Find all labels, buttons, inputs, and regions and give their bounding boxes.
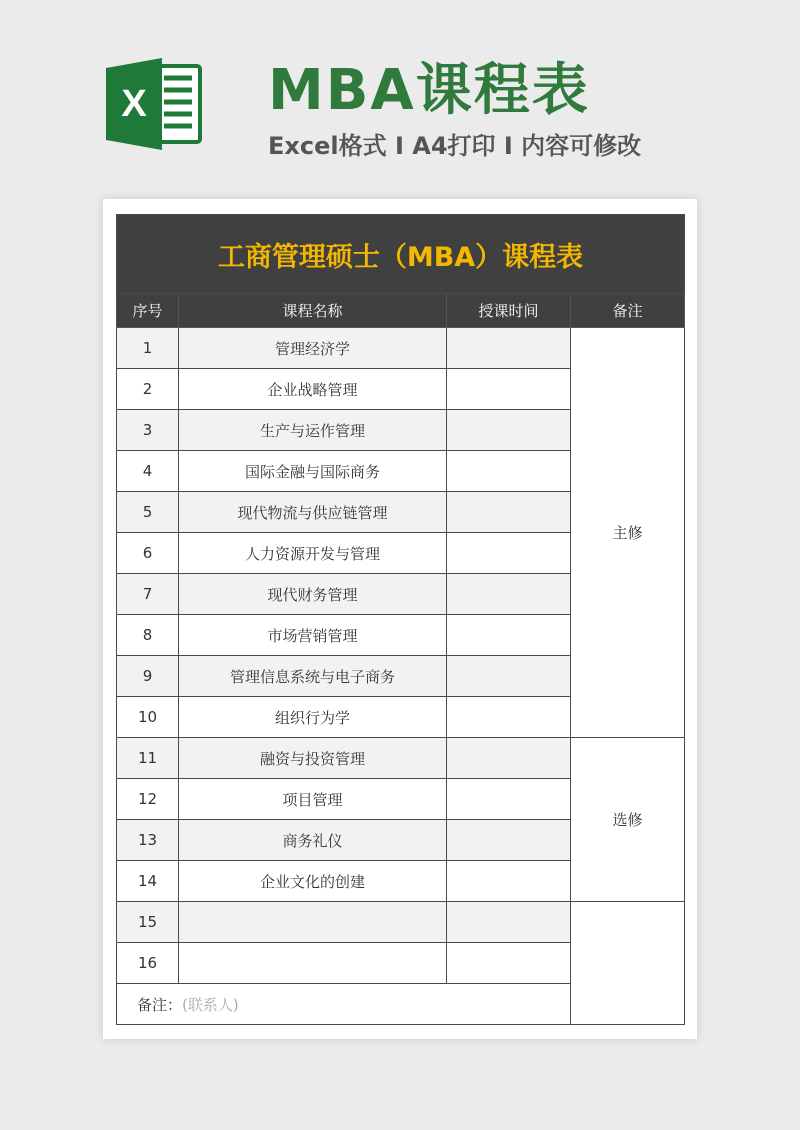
cell-time[interactable] [447, 697, 571, 738]
column-header-row [117, 294, 685, 328]
cell-time[interactable] [447, 451, 571, 492]
page-header [0, 0, 800, 200]
table-row [117, 902, 685, 943]
cell-no[interactable]: 1 [117, 328, 179, 369]
cell-time[interactable] [447, 615, 571, 656]
cell-no[interactable]: 12 [117, 779, 179, 820]
cell-time[interactable] [447, 738, 571, 779]
cell-remark-elective[interactable]: 选修 [571, 738, 685, 902]
cell-course[interactable]: 管理经济学 [179, 328, 447, 369]
cell-time[interactable] [447, 328, 571, 369]
course-table [116, 214, 685, 1025]
cell-course[interactable]: 组织行为学 [179, 697, 447, 738]
cell-time[interactable] [447, 410, 571, 451]
cell-course[interactable]: 生产与运作管理 [179, 410, 447, 451]
cell-course[interactable]: 管理信息系统与电子商务 [179, 656, 447, 697]
cell-time[interactable] [447, 779, 571, 820]
cell-time[interactable] [447, 369, 571, 410]
cell-time[interactable] [447, 492, 571, 533]
cell-course[interactable]: 人力资源开发与管理 [179, 533, 447, 574]
cell-course[interactable]: 企业文化的创建 [179, 861, 447, 902]
cell-time[interactable] [447, 861, 571, 902]
table-row [117, 328, 685, 369]
cell-no[interactable]: 16 [117, 943, 179, 984]
cell-course[interactable] [179, 902, 447, 943]
cell-no[interactable]: 8 [117, 615, 179, 656]
cell-no[interactable]: 13 [117, 820, 179, 861]
cell-no[interactable]: 2 [117, 369, 179, 410]
cell-no[interactable]: 15 [117, 902, 179, 943]
cell-time[interactable] [447, 533, 571, 574]
cell-course[interactable]: 商务礼仪 [179, 820, 447, 861]
cell-no[interactable]: 11 [117, 738, 179, 779]
cell-no[interactable]: 5 [117, 492, 179, 533]
cell-remark-required[interactable]: 主修 [571, 328, 685, 738]
footer-note-label: 备注： [137, 995, 183, 1014]
cell-time[interactable] [447, 820, 571, 861]
cell-course[interactable]: 企业战略管理 [179, 369, 447, 410]
cell-course[interactable]: 现代物流与供应链管理 [179, 492, 447, 533]
column-header-remark: 备注 [571, 294, 685, 328]
cell-no[interactable]: 6 [117, 533, 179, 574]
excel-icon [104, 56, 204, 152]
cell-course[interactable] [179, 943, 447, 984]
cell-course[interactable]: 项目管理 [179, 779, 447, 820]
cell-no[interactable]: 14 [117, 861, 179, 902]
cell-no[interactable]: 7 [117, 574, 179, 615]
cell-remark-empty[interactable] [571, 902, 685, 1025]
footer-note-cell[interactable] [117, 984, 571, 1025]
column-header-course: 课程名称 [179, 294, 447, 328]
spreadsheet-page [103, 199, 697, 1039]
cell-course[interactable]: 现代财务管理 [179, 574, 447, 615]
cell-no[interactable]: 10 [117, 697, 179, 738]
cell-time[interactable] [447, 574, 571, 615]
page-title: MBA课程表 [268, 58, 590, 123]
page-subtitle: Excel格式 I A4打印 I 内容可修改 [268, 132, 642, 160]
table-row [117, 738, 685, 779]
column-header-no: 序号 [117, 294, 179, 328]
cell-time[interactable] [447, 902, 571, 943]
footer-note-value: (联系人) [182, 995, 239, 1014]
cell-no[interactable]: 3 [117, 410, 179, 451]
cell-course[interactable]: 国际金融与国际商务 [179, 451, 447, 492]
excel-logo-letter: X [121, 83, 147, 125]
cell-no[interactable]: 4 [117, 451, 179, 492]
cell-time[interactable] [447, 656, 571, 697]
column-header-time: 授课时间 [447, 294, 571, 328]
table-title: 工商管理硕士（MBA）课程表 [117, 215, 685, 294]
cell-time[interactable] [447, 943, 571, 984]
cell-no[interactable]: 9 [117, 656, 179, 697]
cell-course[interactable]: 融资与投资管理 [179, 738, 447, 779]
cell-course[interactable]: 市场营销管理 [179, 615, 447, 656]
